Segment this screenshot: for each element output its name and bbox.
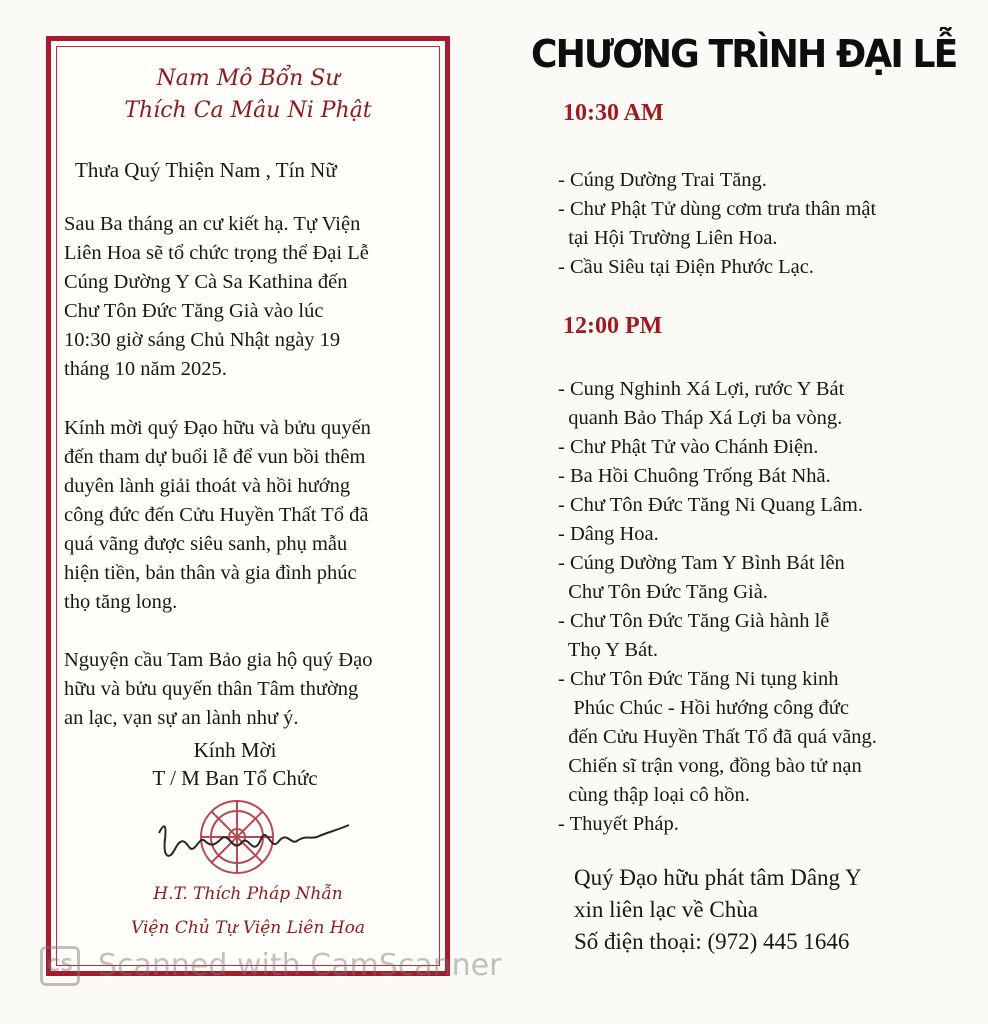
schedule-item: - Dâng Hoa.: [558, 523, 659, 545]
paragraph-line: Chư Tôn Đức Tăng Già vào lúc: [64, 300, 324, 322]
camscanner-watermark: [40, 944, 540, 990]
schedule-item: Chiến sĩ trận vong, đồng bào tử nạn: [558, 755, 862, 777]
paragraph-line: thọ tăng long.: [64, 591, 178, 613]
handwritten-signature: [159, 825, 349, 856]
contact-info: [574, 862, 862, 958]
schedule-item: - Cúng Dường Trai Tăng.: [558, 169, 767, 191]
closing-organizer: T / M Ban Tổ Chức: [152, 766, 318, 790]
schedule-item: quanh Bảo Tháp Xá Lợi ba vòng.: [558, 407, 843, 429]
session-2-items: [558, 375, 978, 839]
paragraph-line: đến tham dự buổi lễ để vun bồi thêm: [64, 446, 366, 468]
paragraph-line: Kính mời quý Đạo hữu và bửu quyến: [64, 417, 371, 439]
paragraph-line: hiện tiền, bản thân và gia đình phúc: [64, 562, 357, 584]
closing-salutation: Kính Mời: [193, 738, 277, 762]
paragraph-line: Cúng Dường Y Cà Sa Kathina đến: [64, 271, 348, 293]
program-title: CHƯƠNG TRÌNH ĐẠI LỄ: [531, 32, 957, 76]
session-time-1: 10:30 AM: [563, 100, 664, 126]
paragraph-line: duyên lành giải thoát và hồi hướng: [64, 475, 351, 497]
schedule-item: - Cầu Siêu tại Điện Phước Lạc.: [558, 256, 814, 278]
invitation-paragraph-1: [64, 210, 444, 384]
invitation-greeting: Thưa Quý Thiện Nam , Tín Nữ: [75, 158, 337, 182]
paragraph-line: Liên Hoa sẽ tổ chức trọng thể Đại Lễ: [64, 242, 369, 264]
schedule-item: tại Hội Trường Liên Hoa.: [558, 227, 778, 249]
schedule-item: Chư Tôn Đức Tăng Già.: [558, 581, 768, 603]
schedule-item: - Thuyết Pháp.: [558, 813, 679, 835]
invitation-heading-line1: Nam Mô Bổn Sư: [156, 66, 340, 91]
paragraph-line: tháng 10 năm 2025.: [64, 358, 227, 380]
watermark-text: Scanned with CamScanner: [98, 948, 502, 983]
invitation-paragraph-2: [64, 414, 444, 617]
signer-name: H.T. Thích Pháp Nhẫn: [153, 884, 343, 904]
schedule-item: - Chư Tôn Đức Tăng Ni tụng kinh: [558, 668, 839, 690]
contact-line: xin liên lạc về Chùa: [574, 897, 758, 922]
paragraph-line: 10:30 giờ sáng Chủ Nhật ngày 19: [64, 329, 341, 351]
signature-with-seal: [145, 795, 365, 885]
schedule-item: Thọ Y Bát.: [558, 639, 659, 661]
session-1-items: [558, 166, 978, 282]
contact-phone: Số điện thoại: (972) 445 1646: [574, 929, 850, 954]
paragraph-line: công đức đến Cửu Huyền Thất Tổ đã: [64, 504, 369, 526]
schedule-item: - Cung Nghinh Xá Lợi, rước Y Bát: [558, 378, 845, 400]
schedule-item: cùng thập loại cô hồn.: [558, 784, 750, 806]
paragraph-line: Sau Ba tháng an cư kiết hạ. Tự Viện: [64, 213, 361, 235]
session-time-2: 12:00 PM: [563, 313, 663, 339]
schedule-item: - Chư Phật Tử vào Chánh Điện.: [558, 436, 819, 458]
schedule-item: Phúc Chúc - Hồi hướng công đức: [558, 697, 849, 719]
schedule-item: - Ba Hồi Chuông Trống Bát Nhã.: [558, 465, 831, 487]
signer-title: Viện Chủ Tự Viện Liên Hoa: [131, 918, 365, 938]
schedule-item: - Cúng Dường Tam Y Bình Bát lên: [558, 552, 845, 574]
schedule-item: - Chư Phật Tử dùng cơm trưa thân mật: [558, 198, 877, 220]
paragraph-line: quá vãng được siêu sanh, phụ mẫu: [64, 533, 348, 555]
paragraph-line: an lạc, vạn sự an lành như ý.: [64, 707, 299, 729]
schedule-item: - Chư Tôn Đức Tăng Già hành lễ: [558, 610, 830, 632]
paragraph-line: hữu và bửu quyến thân Tâm thường: [64, 678, 359, 700]
paragraph-line: Nguyện cầu Tam Bảo gia hộ quý Đạo: [64, 649, 373, 671]
contact-line: Quý Đạo hữu phát tâm Dâng Y: [574, 865, 862, 890]
schedule-item: đến Cửu Huyền Thất Tổ đã quá vãng.: [558, 726, 877, 748]
invitation-paragraph-3: [64, 646, 444, 733]
schedule-item: - Chư Tôn Đức Tăng Ni Quang Lâm.: [558, 494, 863, 516]
camscanner-logo-icon: CS: [40, 946, 80, 986]
invitation-heading-line2: Thích Ca Mâu Ni Phật: [124, 98, 372, 123]
